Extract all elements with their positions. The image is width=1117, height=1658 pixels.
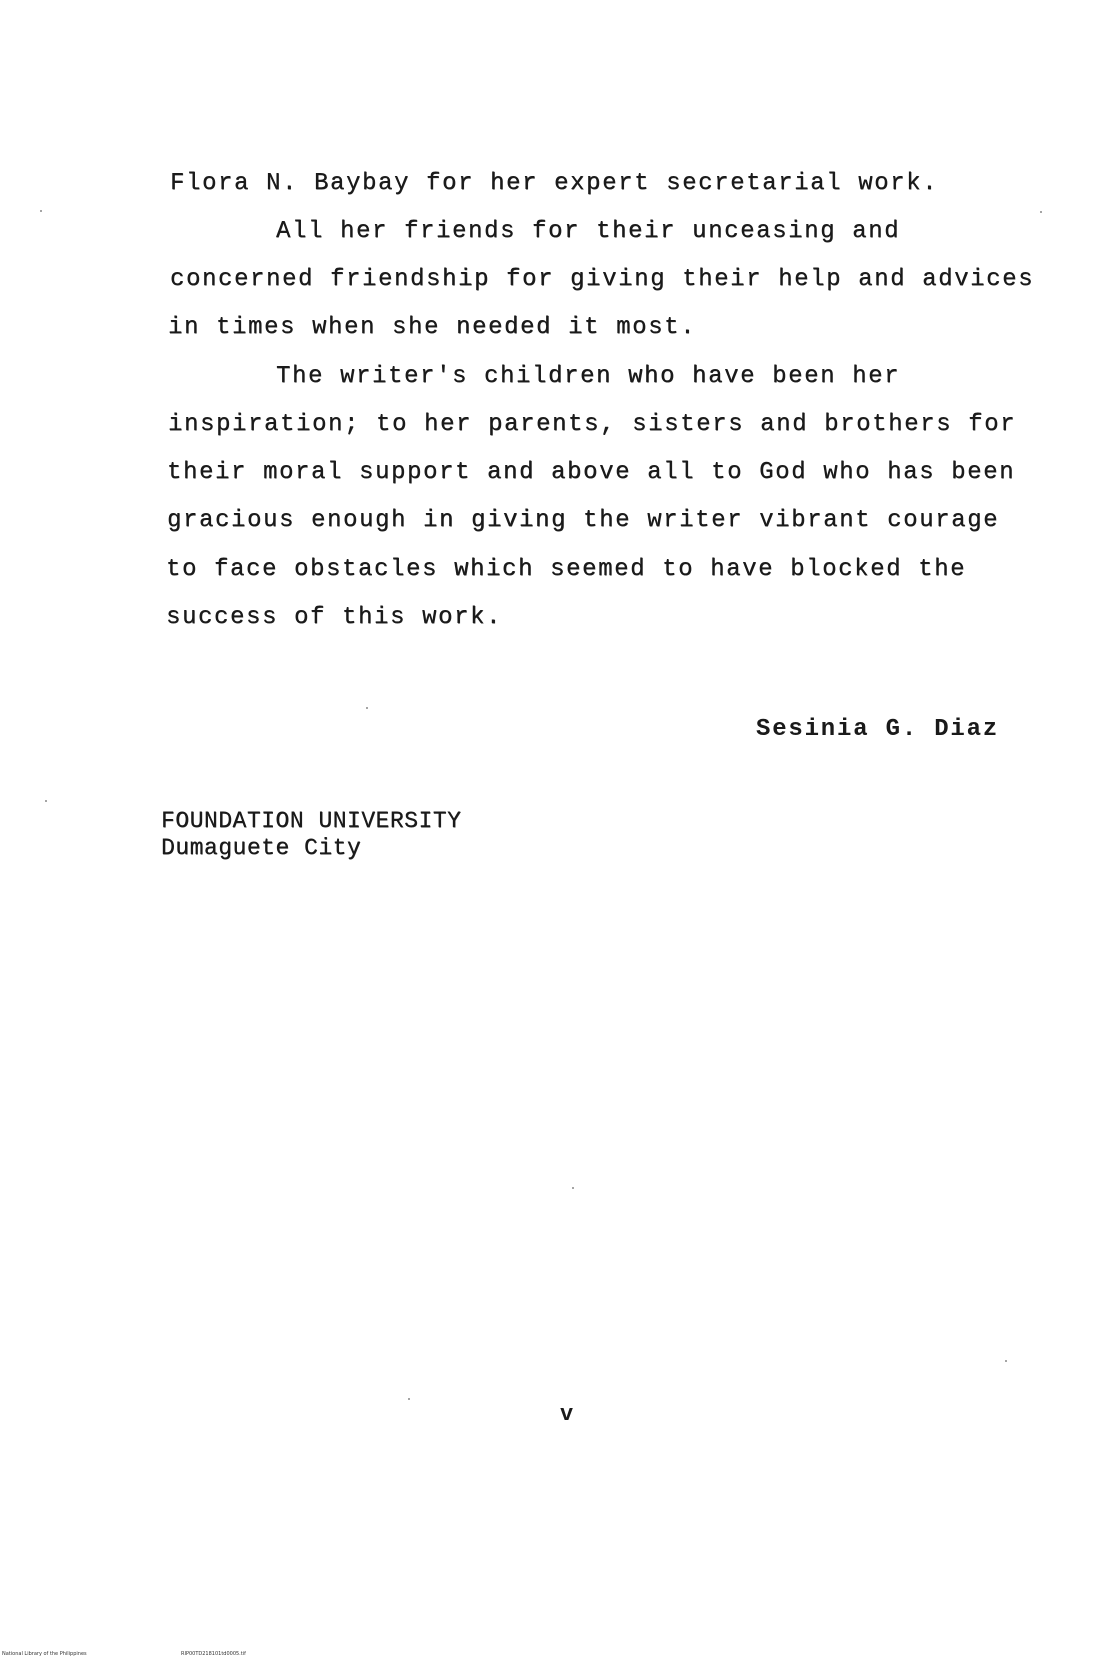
body-line-7: their moral support and above all to God who has been — [167, 459, 1016, 486]
footer-file-id: RIP00TD218101td0005.tif — [181, 1651, 246, 1657]
scan-speck — [408, 1398, 410, 1400]
scan-speck — [1005, 1360, 1007, 1362]
footer-library-credit: National Library of the Philippines — [2, 1651, 87, 1657]
scan-speck — [45, 800, 47, 802]
body-line-6: inspiration; to her parents, sisters and brothers for — [168, 411, 1017, 438]
signature: Sesinia G. Diaz — [756, 716, 1000, 743]
scan-speck — [1040, 211, 1042, 213]
body-line-1: Flora N. Baybay for her expert secretarial work. — [170, 170, 939, 197]
institution-city: Dumaguete City — [161, 835, 362, 861]
body-line-2: All her friends for their unceasing and — [276, 218, 901, 245]
body-line-4: in times when she needed it most. — [168, 314, 697, 341]
page-number: v — [560, 1402, 574, 1427]
body-line-10: success of this work. — [166, 604, 503, 631]
scan-speck — [366, 707, 368, 709]
body-line-3: concerned friendship for giving their help and advices — [170, 266, 1035, 293]
scan-speck — [40, 210, 42, 212]
body-line-8: gracious enough in giving the writer vibrant courage — [167, 507, 1000, 534]
institution-name: FOUNDATION UNIVERSITY — [161, 808, 462, 834]
scan-speck — [572, 1187, 574, 1189]
body-line-5: The writer's children who have been her — [276, 363, 901, 390]
body-line-9: to face obstacles which seemed to have blocked the — [166, 556, 967, 583]
